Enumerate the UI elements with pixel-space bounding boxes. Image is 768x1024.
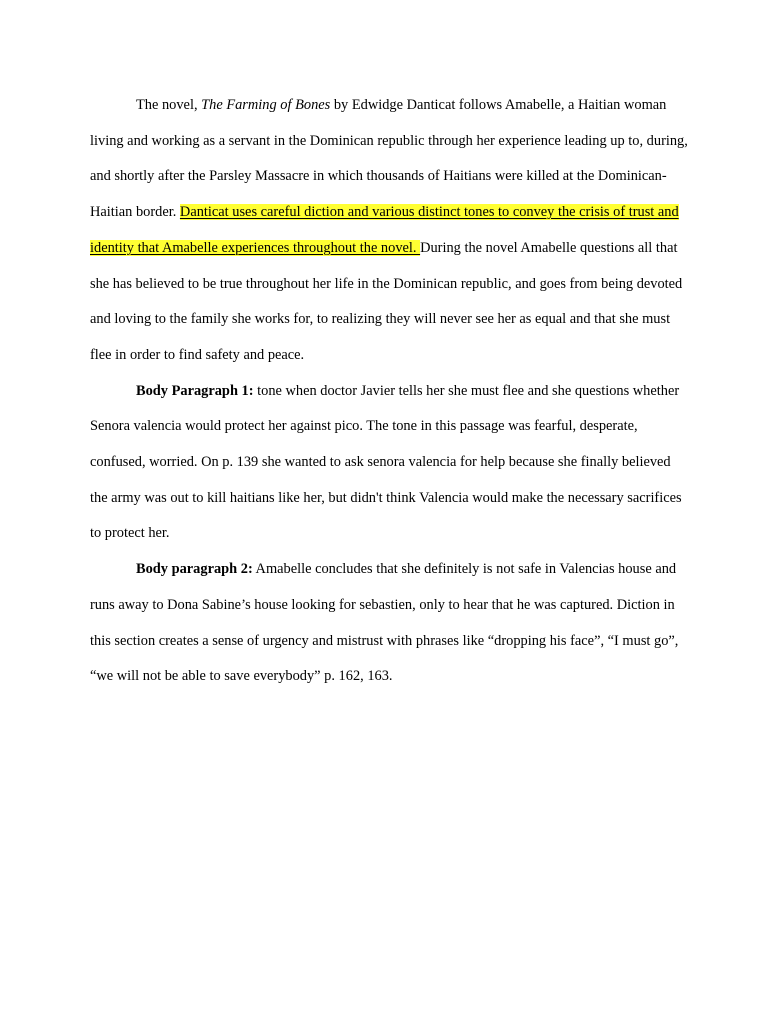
body-paragraph-2-text: Amabelle concludes that she definitely is not safe in Valencias house and runs away to Dona Sabine’s house looking for sebastien, only to hear that he was captured. Diction in this section creates a sense of urgency and mistrust with phrases like “dropping his face”, “I must go”, “we will not be able to save everybody” p. 162, 163. <box>90 561 679 685</box>
intro-text-2: by Edwidge Danticat follows Amabelle, a Haitian woman living and working as a servant in the Dominican republic through her experience leading up to, during, and shortly after the Parsley Massacre in which thousands of Haitians were killed at the Dominican-Haitian border. <box>90 97 688 221</box>
body-paragraph-1-text: tone when doctor Javier tells her she must flee and she questions whether Senora valencia would protect her against pico. The tone in this passage was fearful, desperate, confused, worried. On p. 139 she wanted to ask senora valencia for help because she finally believed the army was out to kill haitians like her, but didn't think Valencia would make the necessary sacrifices to protect her. <box>90 382 682 542</box>
body-paragraph-2 <box>90 552 688 695</box>
body-paragraph-1-label: Body Paragraph 1: <box>136 382 254 399</box>
thesis-highlight: Danticat uses careful diction and various distinct tones to convey the crisis of trust and identity that Amabelle experiences throughout the novel. <box>90 204 679 256</box>
body-paragraph-1 <box>90 374 688 553</box>
essay-body <box>90 88 688 695</box>
intro-text-3: During the novel Amabelle questions all that she has believed to be true throughout her life in the Dominican republic, and goes from being devoted and loving to the family she works for, to realizing they will never see her as equal and that she must flee in order to find safety and peace. <box>90 239 683 363</box>
book-title: The Farming of Bones <box>201 97 331 113</box>
body-paragraph-2-label: Body paragraph 2: <box>136 561 253 578</box>
intro-text-1: The novel, <box>136 97 202 113</box>
intro-paragraph <box>90 88 688 374</box>
